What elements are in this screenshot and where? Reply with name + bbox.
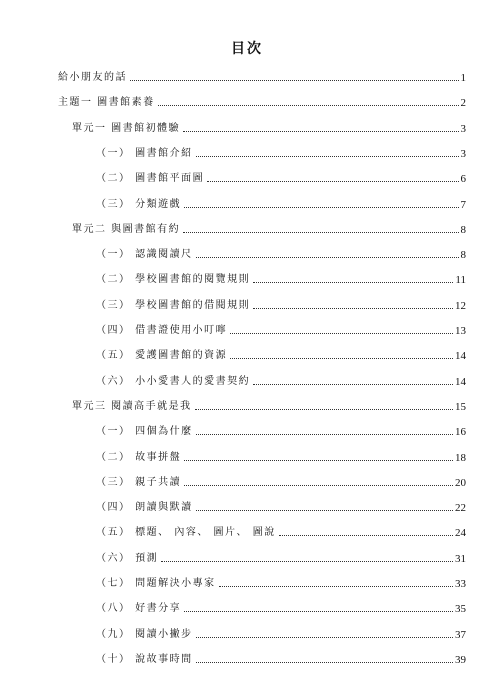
toc-entry[interactable] [96,292,466,312]
toc-entry-page-number: 3 [460,122,466,135]
toc-entry-label: （二） 故事拼盤 [96,451,182,463]
toc-entry-page-number: 15 [455,400,466,413]
toc-entry[interactable] [96,342,466,362]
dot-leader [219,586,453,587]
toc-entry-page-number: 24 [455,527,466,540]
toc-entry[interactable] [96,519,466,539]
dot-leader [253,308,453,309]
toc-entry-page-number: 39 [455,653,466,666]
toc-entry-page-number: 8 [460,223,466,236]
toc-entry-page-number: 14 [455,350,466,363]
toc-entry[interactable] [96,621,466,641]
toc-entry-label: （一） 認識閱讀尺 [96,249,193,261]
dot-leader [183,232,458,233]
toc-entry[interactable] [58,64,466,84]
toc-entry-label: （九） 閱讀小撇步 [96,628,193,640]
toc-entry-label: 主題一 圖書館素養 [58,97,155,109]
toc-title: 目次 [231,41,263,57]
toc-entry-page-number: 20 [455,476,466,489]
dot-leader [130,80,459,81]
toc-entry[interactable] [96,469,466,489]
toc-entry-label: （六） 預測 [96,552,159,564]
toc-entry[interactable] [96,368,466,388]
toc-entry[interactable] [96,165,466,185]
dot-leader [196,510,453,511]
toc-entry[interactable] [72,216,466,236]
toc-entry[interactable] [96,595,466,615]
toc-entry-page-number: 11 [455,274,466,287]
dot-leader [279,535,453,536]
toc-entry-page-number: 6 [460,173,466,186]
toc-entry-label: 給小朋友的話 [58,72,127,83]
dot-leader [184,207,458,208]
toc-entry-label: （三） 學校圖書館的借閱規則 [96,299,251,311]
toc-entry-label: （三） 分類遊戲 [96,198,182,210]
toc-entry[interactable] [72,115,466,135]
toc-entry-page-number: 3 [460,147,466,160]
toc-entry-page-number: 31 [455,552,466,565]
dot-leader [196,257,459,258]
toc-entry-label: （三） 親子共讀 [96,476,182,488]
toc-entry-page-number: 14 [455,375,466,388]
dot-leader [184,485,453,486]
dot-leader [253,384,453,385]
toc-entry[interactable] [96,191,466,211]
dot-leader [253,282,453,283]
toc-entry-label: （五） 愛護圖書館的資源 [96,350,228,362]
toc-entry[interactable] [96,140,466,160]
toc-entry-label: （二） 圖書館平面圖 [96,173,205,185]
toc-entry[interactable] [96,494,466,514]
toc-entry-label: （四） 朗讀與默讀 [96,502,193,514]
toc-entry-label: 單元一 圖書館初體驗 [72,122,181,134]
toc-entry[interactable] [96,646,466,666]
toc-entry-page-number: 16 [455,426,466,439]
toc-entry-page-number: 8 [460,249,466,262]
toc-entry-label: 單元三 閱讀高手就是我 [72,400,192,412]
dot-leader [207,181,458,182]
dot-leader [230,333,453,334]
toc-entry-page-number: 7 [460,198,466,211]
toc-entry-page-number: 1 [460,72,466,84]
dot-leader [161,561,453,562]
toc-entry-label: （一） 圖書館介紹 [96,147,193,159]
dot-leader [196,637,453,638]
toc-entry[interactable] [72,393,466,413]
toc-entry[interactable] [96,570,466,590]
toc-entry-label: （四） 借書證使用小叮嚀 [96,325,228,336]
toc-entry-label: （八） 好書分享 [96,603,182,615]
dot-leader [196,662,453,663]
toc-entry[interactable] [96,418,466,438]
toc-entry-page-number: 35 [455,603,466,616]
toc-entry[interactable] [96,266,466,286]
toc-entry-page-number: 2 [460,97,466,110]
toc-entry-label: 單元二 與圖書館有約 [72,223,181,235]
toc-entry-label: （二） 學校圖書館的閱覽規則 [96,274,251,286]
toc-entry-page-number: 18 [455,451,466,464]
toc-entry[interactable] [96,241,466,261]
toc-entry-label: （七） 問題解決小專家 [96,578,216,589]
toc-entry[interactable] [96,317,466,337]
dot-leader [196,156,459,157]
toc-entry[interactable] [58,89,466,109]
toc-entry-page-number: 22 [455,502,466,515]
toc-entry-label: （六） 小小愛書人的愛書契約 [96,375,251,387]
toc-entry[interactable] [96,545,466,565]
toc-entry-page-number: 13 [455,325,466,337]
toc-entry-label: （十） 說故事時間 [96,653,193,665]
toc-entry[interactable] [96,444,466,464]
dot-leader [184,460,453,461]
dot-leader [195,409,453,410]
dot-leader [184,611,453,612]
toc-entry-page-number: 12 [455,299,466,312]
toc-entry-page-number: 37 [455,628,466,641]
dot-leader [183,131,458,132]
dot-leader [158,105,459,106]
dot-leader [230,358,453,359]
toc-entry-label: （一） 四個為什麼 [96,426,193,438]
toc-entry-label: （五） 標題、 內容、 圖片、 圖說 [96,527,276,539]
dot-leader [196,434,453,435]
toc-entry-page-number: 33 [455,578,466,590]
